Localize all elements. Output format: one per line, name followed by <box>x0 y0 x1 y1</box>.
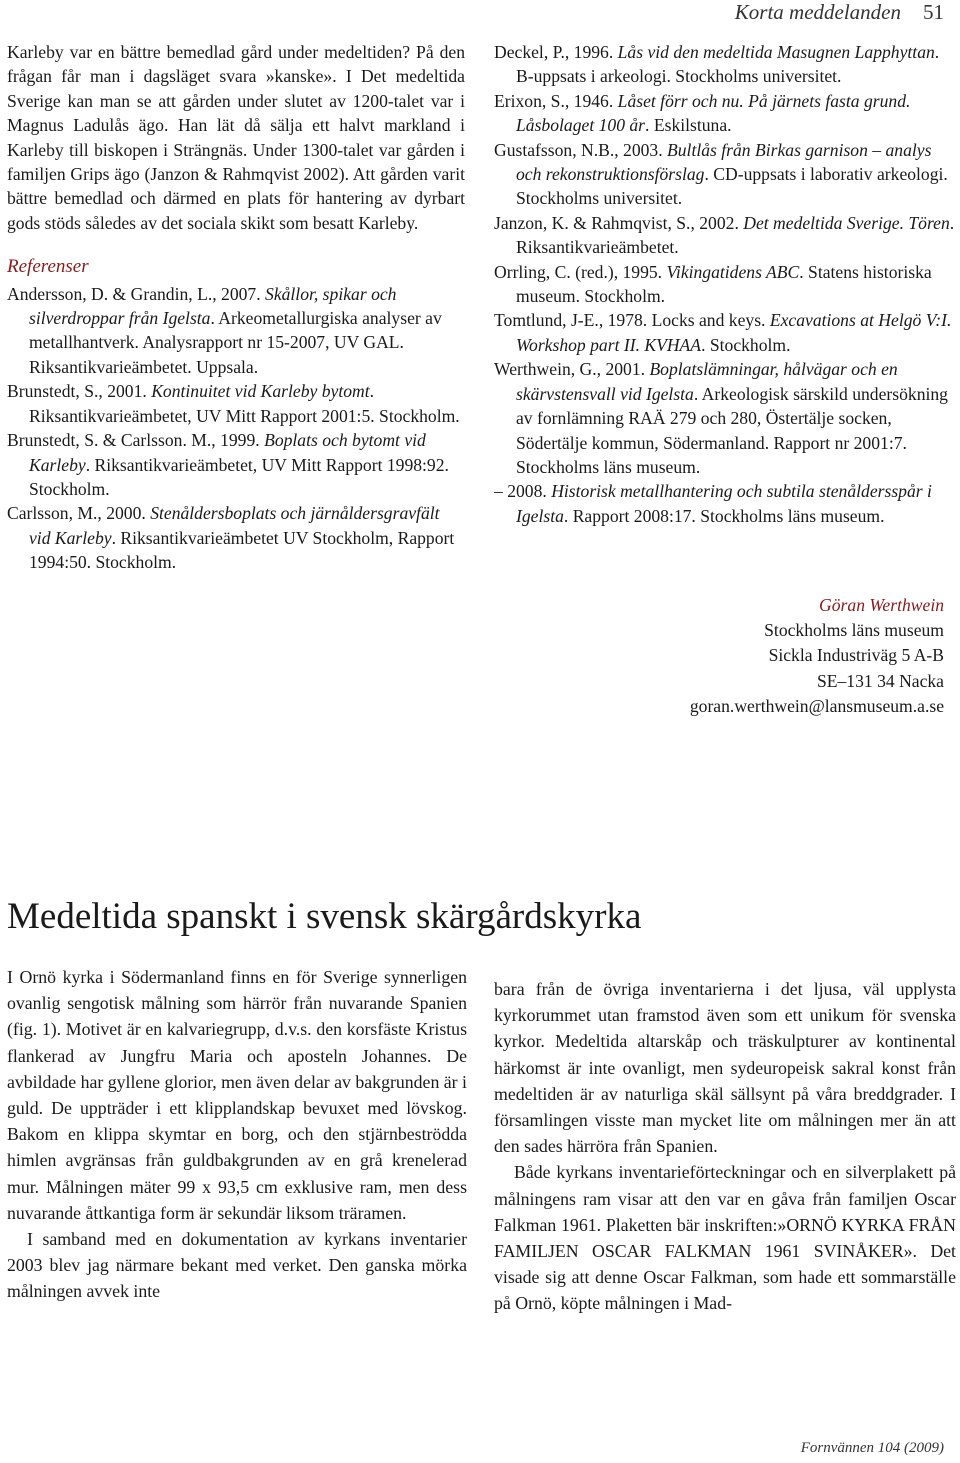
body-paragraph: Karleby var en bättre bemedlad gård under medeltiden? På den frågan får man i dagsläget svara »kanske». I Det medeltida Sverige kan man se att gården under slutet av 1200-talet var i Magnus Ladulås ägo. Han lät då sälja ett halvt markland i Karleby till biskopen i Strängnäs. Under 1300-talet var gården i familjen Grips ägo (Janzon & Rahmqvist 2002). Att gården varit bättre bemedlad och därmed en plats för hantering av dyrbart gods stöds således av det sociala skikt som besatt Karleby. <box>7 42 465 233</box>
top-left-column <box>7 40 465 575</box>
author-name: Göran Werthwein <box>819 595 944 615</box>
author-email[interactable]: goran.werthwein@lansmuseum.a.se <box>689 695 944 716</box>
reference-item: Tomtlund, J-E., 1978. Locks and keys. Excavations at Helgö V:I. Workshop part II. KVHAA. Stockholm. <box>494 310 952 355</box>
author-postal: SE–131 34 Nacka <box>816 670 944 691</box>
reference-item: Andersson, D. & Grandin, L., 2007. Skållor, spikar och silverdroppar från Igelsta. Arkeometallurgiska analyser av metallhantverk. Analysrapport nr 15-2007, UV GAL. Riksantikvarieämbetet. Uppsala. <box>7 283 442 377</box>
article-paragraph: I Ornö kyrka i Södermanland finns en för Sverige synnerligen ovanlig sengotisk målning som härrör från nuvarande Spanien (fig. 1). Motivet är en kalvariegrupp, d.v.s. den korsfäste Kristus flankerad av Jungfru Maria och aposteln Johannes. De avbildade har gyllene glorior, men även delar av bakgrunden är i guld. De uppträder i ett klipplandskap bevuxet med lövskog. Bakom en klippa skymtar en borg, och den stjärnbeströdda himlen avgränsas från guldbakgrunden av en grå krenelerad mur. Målningen mäter 99 x 93,5 cm exklusive ram, men dess nuvarande åttkantiga form är sekundär liksom träramen. <box>7 967 467 1223</box>
article-right-column <box>494 976 956 1317</box>
author-street: Sickla Industriväg 5 A-B <box>768 645 944 666</box>
reference-item: – 2008. Historisk metallhantering och subtila stenåldersspår i Igelsta. Rapport 2008:17. Stockholms läns museum. <box>494 481 932 526</box>
reference-item: Gustafsson, N.B., 2003. Bultlås från Birkas garnison – analys och rekonstruktionsförslag. CD-uppsats i laborativ arkeologi. Stockholms universitet. <box>494 139 948 209</box>
reference-item: Orrling, C. (red.), 1995. Vikingatidens ABC. Statens historiska museum. Stockholm. <box>494 261 932 307</box>
reference-item: Brunstedt, S., 2001. Kontinuitet vid Karleby bytomt. Riksantikvarieämbetet, UV Mitt Rapport 2001:5. Stockholm. <box>7 381 460 426</box>
reference-item: Erixon, S., 1946. Låset förr och nu. På järnets fasta grund. Låsbolaget 100 år. Eskilstuna. <box>494 90 911 136</box>
article-paragraph: Både kyrkans inventarieförteckningar och en silverplakett på målningens ram visar att den var en gåva från familjen Oscar Falkman 1961. Plaketten bär inskriften:»ORNÖ KYRKA FRÅN FAMILJEN OSCAR FALKMAN 1961 SVINÅKER». Det visade sig att denne Oscar Falkman, som hade ett sommarställe på Ornö, köpte målningen i Mad- <box>494 1162 956 1314</box>
page-number: 51 <box>923 0 944 24</box>
references-heading: Referenser <box>7 256 89 278</box>
reference-item: Janzon, K. & Rahmqvist, S., 2002. Det medeltida Sverige. Tören. Riksantikvarieämbetet. <box>494 212 955 258</box>
top-right-column <box>494 40 956 528</box>
reference-list-right <box>494 40 956 528</box>
section-title: Korta meddelanden <box>734 0 901 24</box>
journal-footer: Fornvännen 104 (2009) <box>800 1440 944 1456</box>
author-institution: Stockholms läns museum <box>764 620 944 641</box>
article-title: Medeltida spanskt i svensk skärgårdskyrka <box>7 896 642 937</box>
reference-item: Deckel, P., 1996. Lås vid den medeltida Masugnen Lapphyttan. B-uppsats i arkeologi. Stockholms universitet. <box>494 42 940 87</box>
reference-list-left <box>7 282 465 575</box>
reference-item: Werthwein, G., 2001. Boplatslämningar, hålvägar och en skärvstensvall vid Igelsta. Arkeologisk särskild undersökning av fornlämning RAÄ 279 och 280, Östertälje socken, Södertälje kommun, Södermanland. Rapport nr 2001:7. Stockholms läns museum. <box>494 359 948 477</box>
article-paragraph: bara från de övriga inventarierna i det ljusa, väl upplysta kyrkorummet utan framstod även som ett unikum för svenska kyrkor. Medeltida altarskåp och träskulpturer av kontinental härkomst är inte ovanligt, men sydeuropeisk sakral konst från medeltiden är av naturliga skäl sällsynt på våra breddgrader. I församlingen visste man mycket lite om målningen mer än att den sades härröra från Spanien. <box>494 979 956 1157</box>
reference-item: Brunstedt, S. & Carlsson. M., 1999. Boplats och bytomt vid Karleby. Riksantikvarieämbetet, UV Mitt Rapport 1998:92. Stockholm. <box>7 430 449 499</box>
author-signature <box>524 593 944 719</box>
article-left-column <box>7 964 467 1305</box>
article-paragraph: I samband med en dokumentation av kyrkans inventarier 2003 blev jag närmare bekant med verket. Den ganska mörka målningen avvek inte <box>7 1229 467 1302</box>
running-header <box>735 0 944 30</box>
reference-item: Carlsson, M., 2000. Stenåldersboplats och järnåldersgravfält vid Karleby. Riksantikvarieämbetet UV Stockholm, Rapport 1994:50. Stockholm. <box>7 503 455 573</box>
